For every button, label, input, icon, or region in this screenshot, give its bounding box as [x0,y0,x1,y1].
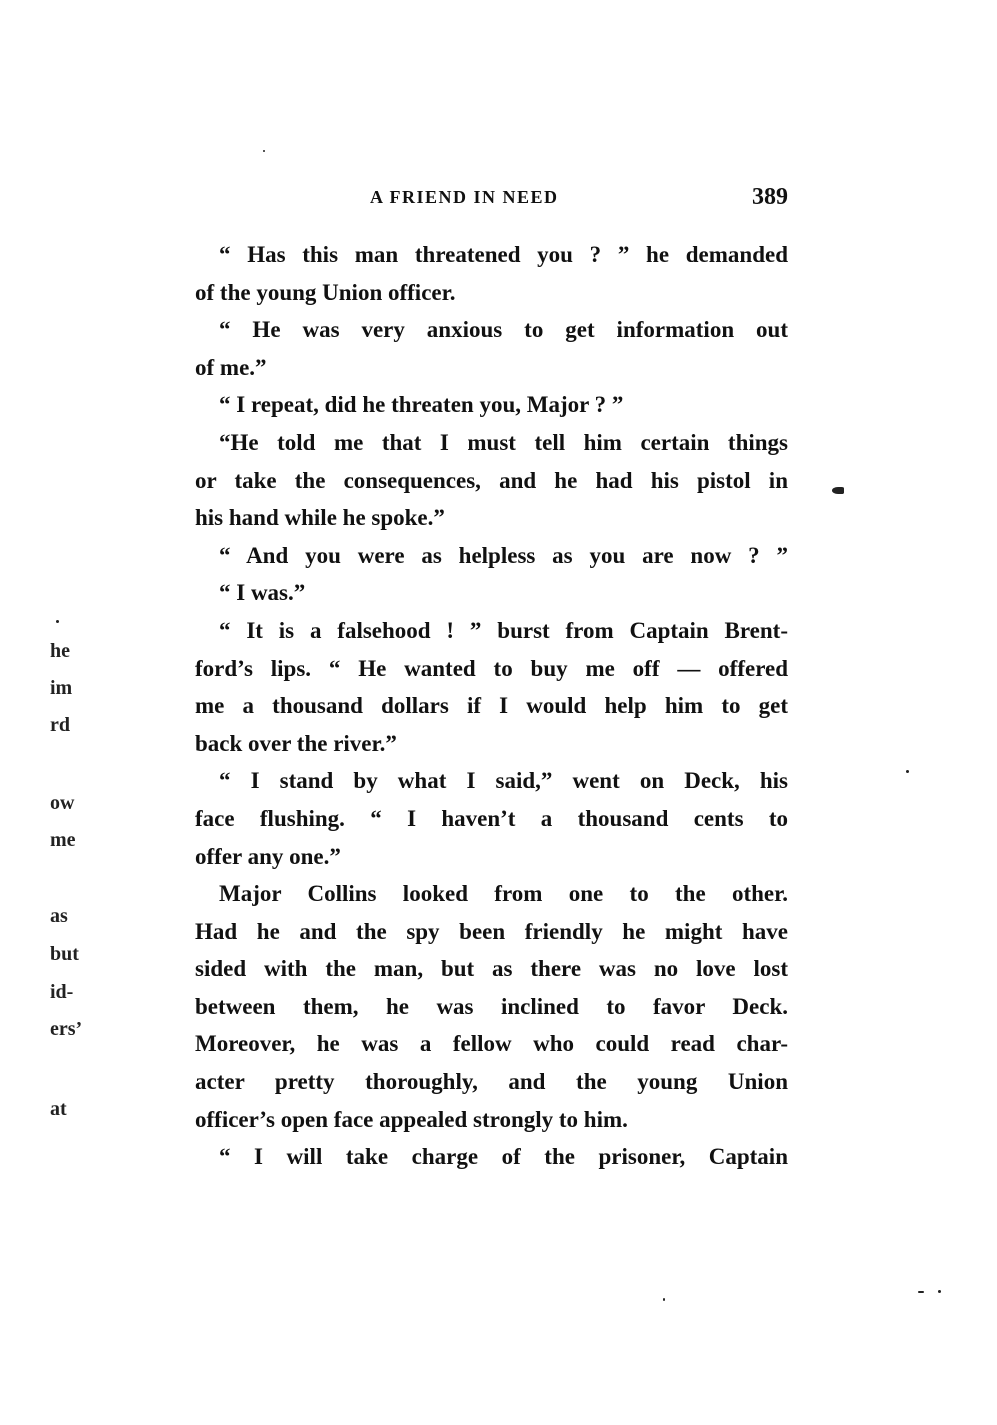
text-line: ford’s lips. “ He wanted to buy me off — offered [195,655,788,681]
text-line: “ And you were as helpless as you are now ? ” [219,542,788,568]
bleed-through-fragment: me [50,829,76,851]
text-line: offer any one.” [195,843,341,869]
bleed-through-fragment: he [50,640,70,662]
body-text [195,236,788,1176]
speck [906,770,909,773]
bleed-through-fragment: id- [50,981,74,1003]
text-line: “ I repeat, did he threaten you, Major ? ” [219,392,624,418]
speck [663,1298,665,1301]
ink-blot [832,487,844,494]
bleed-through-fragment: ers’ [50,1018,83,1040]
bleed-through-fragment: rd [50,714,70,736]
text-line: Had he and the spy been friendly he might have [195,918,788,944]
text-line: officer’s open face appealed strongly to him. [195,1106,628,1132]
speck [918,1291,924,1293]
page-number: 389 [752,184,788,210]
text-line: “He told me that I must tell him certain things [219,429,788,455]
text-line: Major Collins looked from one to the other. [219,881,788,907]
text-line: or take the consequences, and he had his pistol in [195,467,788,493]
text-line: Moreover, he was a fellow who could read char- [195,1031,788,1057]
text-line: back over the river.” [195,730,397,756]
page-header [195,182,788,222]
text-line: between them, he was inclined to favor Deck. [195,993,788,1019]
text-line: “ Has this man threatened you ? ” he demanded [219,242,788,267]
text-line: of me.” [195,354,267,380]
bleed-through-fragment: as [50,905,68,927]
text-line: acter pretty thoroughly, and the young Union [195,1069,788,1095]
speck [263,150,265,152]
text-line: his hand while he spoke.” [195,505,445,531]
bleed-through-fragment: ow [50,792,75,814]
bleed-through-fragment: but [50,943,79,965]
text-line: face flushing. “ I haven’t a thousand cents to [195,805,788,831]
text-line: sided with the man, but as there was no love lost [195,956,788,982]
text-line: “ I will take charge of the prisoner, Captain [219,1144,788,1170]
text-line: “ He was very anxious to get information out [219,317,788,343]
speck [938,1290,941,1293]
speck [56,620,59,623]
running-title: A FRIEND IN NEED [370,187,559,207]
text-line: “ I was.” [219,580,306,606]
bleed-through-fragment: at [50,1098,67,1120]
text-line: of the young Union officer. [195,279,456,305]
text-line: “ It is a falsehood ! ” burst from Captain Brent- [219,617,788,643]
text-line: “ I stand by what I said,” went on Deck, his [219,768,788,794]
text-line: me a thousand dollars if I would help him to get [195,693,788,719]
bleed-through-fragment: im [50,677,73,699]
